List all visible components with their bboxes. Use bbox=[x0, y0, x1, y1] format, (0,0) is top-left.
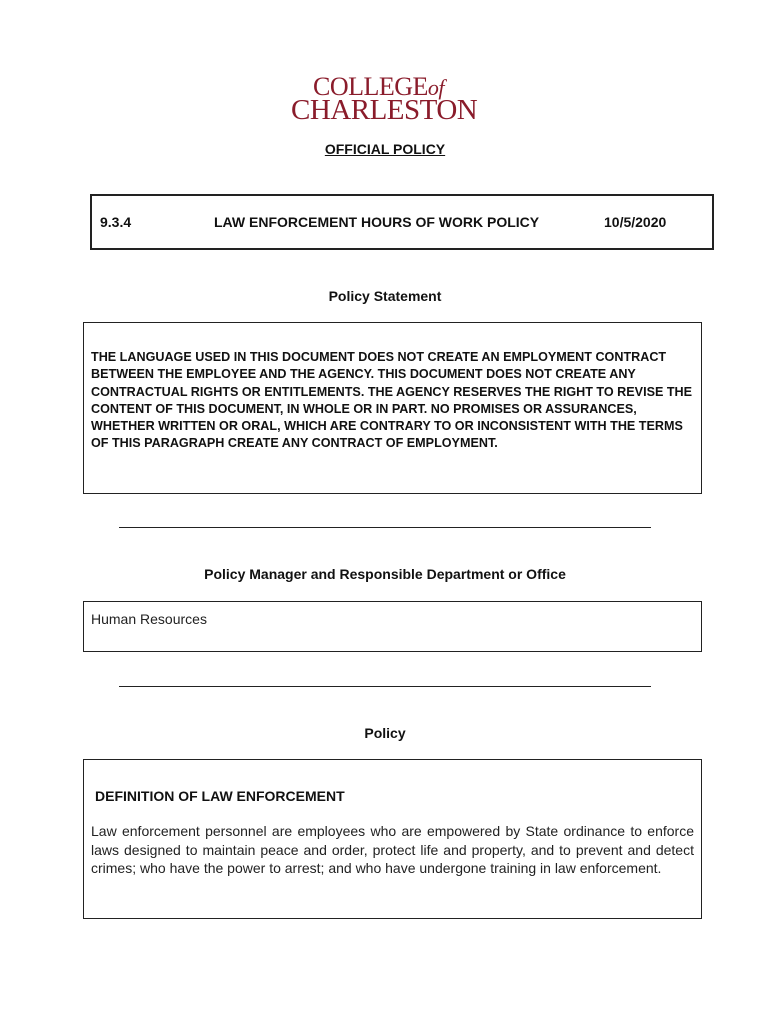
divider bbox=[119, 686, 651, 687]
policy-heading: Policy bbox=[364, 725, 406, 741]
divider bbox=[119, 527, 651, 528]
logo-line-1: COLLEGEof bbox=[313, 72, 445, 101]
policy-title: LAW ENFORCEMENT HOURS OF WORK POLICY bbox=[214, 214, 540, 230]
college-logo bbox=[291, 72, 481, 124]
definition-text: Law enforcement personnel are employees who are empowered by State ordinance to enforce laws designed to maintain peace and order, protect life and property, and to prevent and detect crimes; who have the power to arrest; and who have undergone training in law enforcement. bbox=[91, 823, 694, 876]
policy-manager-heading: Policy Manager and Responsible Department or Office bbox=[204, 566, 566, 582]
policy-statement-box bbox=[83, 322, 702, 494]
logo-line-2: CHARLESTON bbox=[291, 94, 478, 126]
policy-id-box bbox=[90, 194, 714, 250]
policy-definition-box bbox=[83, 759, 702, 919]
policy-statement-heading: Policy Statement bbox=[328, 288, 442, 304]
policy-number: 9.3.4 bbox=[100, 214, 132, 230]
policy-statement-text: THE LANGUAGE USED IN THIS DOCUMENT DOES NOT CREATE AN EMPLOYMENT CONTRACT BETWEEN THE EMPLOYEE AND THE AGENCY. THIS DOCUMENT DOES NOT CREATE ANY CONTRACTUAL RIGHTS OR ENTITLEMENTS. THE AGENCY RESERVES THE RIGHT TO REVISE THE CONTENT OF THIS DOCUMENT, IN WHOLE OR IN PART. NO PROMISES OR ASSURANCES, WHETHER WRITTEN OR ORAL, WHICH ARE CONTRARY TO OR INCONSISTENT WITH THE TERMS OF THIS PARAGRAPH CREATE ANY CONTRACT OF EMPLOYMENT. bbox=[91, 350, 693, 451]
definition-heading: DEFINITION OF LAW ENFORCEMENT bbox=[95, 788, 345, 804]
official-policy-label: OFFICIAL POLICY bbox=[324, 141, 446, 157]
logo-of: of bbox=[427, 75, 445, 100]
policy-manager-value: Human Resources bbox=[91, 611, 207, 627]
policy-manager-box bbox=[83, 601, 702, 652]
policy-date: 10/5/2020 bbox=[604, 214, 667, 230]
